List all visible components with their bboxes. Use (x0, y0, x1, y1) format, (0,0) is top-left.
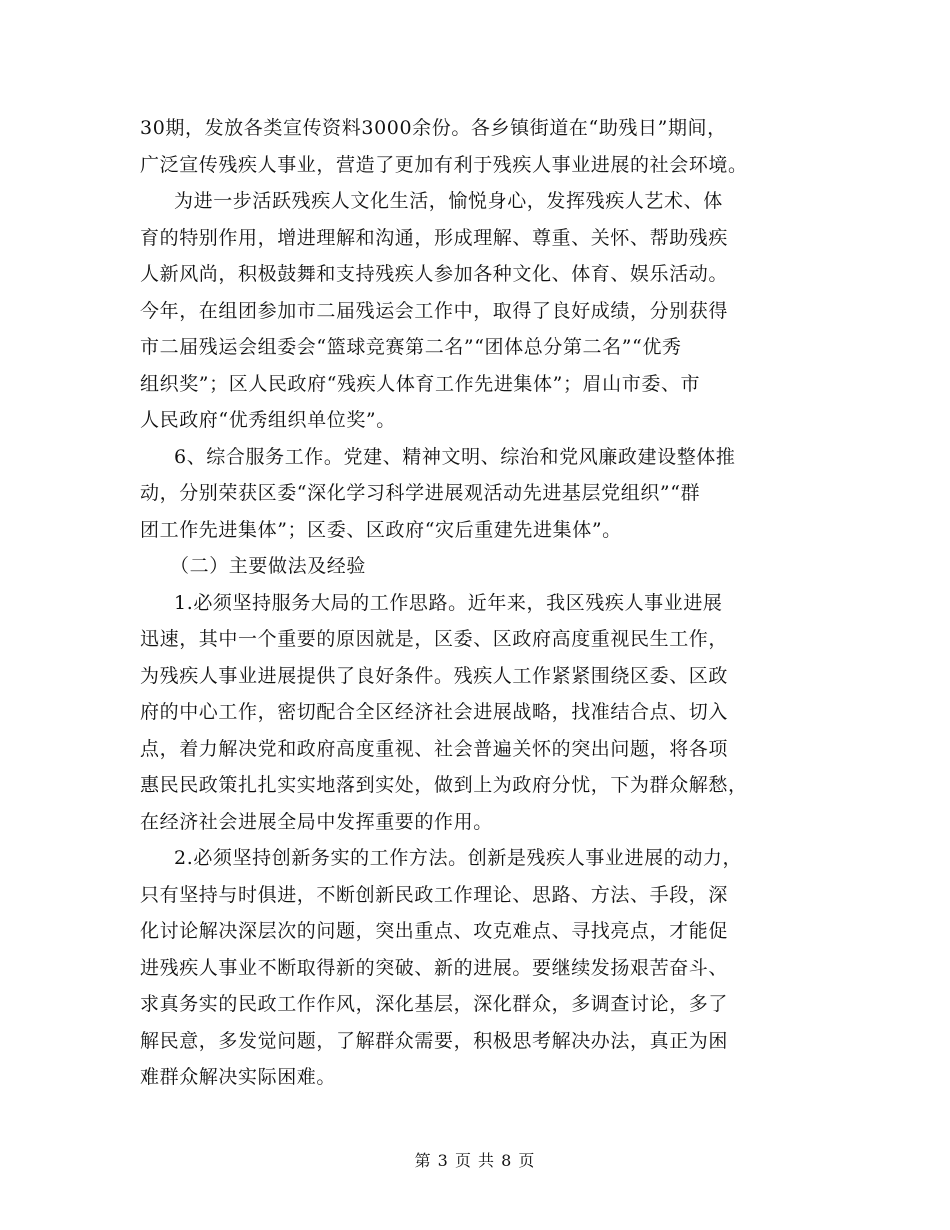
text-line: 1.必须坚持服务大局的工作思路。近年来，我区残疾人事业进展 (174, 591, 723, 614)
page-footer: 第 3 页 共 8 页 (414, 1151, 536, 1170)
text-line: 化讨论解决深层次的问题，突出重点、攻克难点、寻找亮点，才能促 (140, 920, 729, 942)
text-line: 广泛宣传残疾人事业，营造了更加有利于残疾人事业进展的社会环境。 (140, 153, 748, 176)
text-line: 6、综合服务工作。党建、精神文明、综治和党风廉政建设整体推 (174, 445, 736, 468)
paragraph (140, 840, 800, 1096)
text-line: 解民意，多发觉问题，了解群众需要，积极思考解决办法，真正为困 (140, 1029, 729, 1052)
text-line: 难群众解决实际困难。 (140, 1066, 337, 1088)
text-line: 团工作先进集体”；区委、区政府“灾后重建先进集体”。 (140, 518, 622, 541)
text-line: 在经济社会进展全局中发挥重要的作用。 (140, 810, 493, 833)
text-line: （二）主要做法及经验 (170, 555, 367, 577)
text-line: 迅速，其中一个重要的原因就是，区委、区政府高度重视民生工作， (140, 628, 729, 650)
text-line: 点，着力解决党和政府高度重视、社会普遍关怀的突出问题，将各项 (140, 737, 729, 760)
text-line: 育的特别作用，增进理解和沟通，形成理解、尊重、关怀、帮助残疾 (140, 226, 729, 249)
text-line: 人新风尚，积极鼓舞和支持残疾人参加各种文化、体育、娱乐活动。 (140, 263, 729, 285)
text-line: 进残疾人事业不断取得新的突破、新的进展。要继续发扬艰苦奋斗、 (140, 956, 729, 979)
text-line: 为进一步活跃残疾人文化生活，愉悦身心，发挥残疾人艺术、体 (174, 190, 723, 212)
document-body (140, 110, 800, 1096)
text-line: 只有坚持与时俱进，不断创新民政工作理论、思路、方法、手段，深 (140, 883, 729, 906)
paragraph (140, 439, 800, 549)
text-line: 求真务实的民政工作作风，深化基层，深化群众，多调查讨论，多了 (140, 993, 729, 1015)
section-heading (140, 548, 800, 585)
text-line: 人民政府“优秀组织单位奖”。 (140, 409, 396, 431)
text-line: 组织奖”；区人民政府“残疾人体育工作先进集体”；眉山市委、市 (140, 372, 701, 395)
text-line: 2.必须坚持创新务实的工作方法。创新是残疾人事业进展的动力， (174, 847, 743, 869)
text-line: 为残疾人事业进展提供了良好条件。残疾人工作紧紧围绕区委、区政 (140, 664, 729, 687)
paragraph (140, 585, 800, 841)
paragraph (140, 110, 800, 183)
text-line: 动，分别荣获区委“深化学习科学进展观活动先进基层党组织”“群 (140, 482, 701, 504)
text-line: 惠民民政策扎扎实实地落到实处，做到上为政府分忧，下为群众解愁， (140, 774, 748, 796)
text-line: 市二届残运会组委会“篮球竞赛第二名”“团体总分第二名”“优秀 (140, 336, 682, 358)
text-line: 30期，发放各类宣传资料3000余份。各乡镇街道在“助残日”期间， (140, 117, 727, 139)
text-line: 今年，在组团参加市二届残运会工作中，取得了良好成绩，分别获得 (140, 299, 729, 322)
paragraph (140, 183, 800, 439)
text-line: 府的中心工作，密切配合全区经济社会进展战略，找准结合点、切入 (140, 701, 729, 723)
